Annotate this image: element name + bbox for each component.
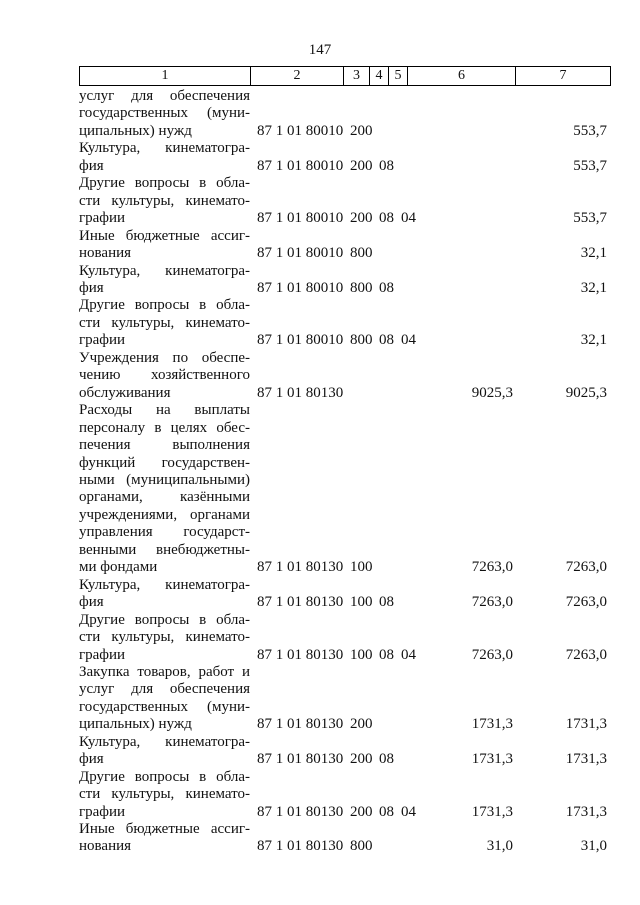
- table-row: [79, 664, 610, 734]
- row-name-line: нования: [79, 245, 132, 262]
- table-row: [79, 175, 610, 227]
- row-code: 87 1 01 80130: [257, 716, 344, 733]
- row-name-line: сти культуры, кинемато-: [79, 192, 250, 209]
- row-name-line: чению хозяйственного: [79, 367, 250, 384]
- row-name-line: услуг для обеспечения: [79, 88, 250, 104]
- table-row: [79, 577, 610, 612]
- row-name: [79, 612, 250, 664]
- row-subsection: 04: [401, 210, 416, 227]
- row-code: 87 1 01 80010: [257, 332, 344, 349]
- row-code: 87 1 01 80010: [257, 210, 344, 227]
- header-col-5: 5: [389, 67, 408, 86]
- row-name-line: графии: [79, 646, 126, 663]
- row-value-7: 9025,3: [565, 384, 607, 401]
- table-row: [79, 297, 610, 349]
- row-expense-type: 200: [350, 803, 373, 820]
- row-name-line: органами, казёнными: [79, 489, 250, 506]
- row-code: 87 1 01 80010: [257, 279, 344, 296]
- row-expense-type: 100: [350, 646, 373, 663]
- table-row: [79, 263, 610, 298]
- row-section: 08: [379, 751, 394, 768]
- row-name: [79, 263, 250, 298]
- row-section: 08: [379, 803, 394, 820]
- row-name-line: сти культуры, кинемато-: [79, 629, 250, 646]
- row-code: 87 1 01 80130: [257, 838, 344, 855]
- row-expense-type: 800: [350, 838, 373, 855]
- table-row: [79, 612, 610, 664]
- table-row: [79, 228, 610, 263]
- table-row: [79, 350, 610, 402]
- row-value-6: 31,0: [486, 838, 513, 855]
- row-name-line: функций государствен-: [79, 454, 250, 471]
- row-name-line: Другие вопросы в обла-: [79, 297, 250, 314]
- header-col-7: 7: [516, 67, 611, 86]
- row-name-line: сти культуры, кинемато-: [79, 786, 250, 803]
- row-expense-type: 200: [350, 751, 373, 768]
- row-code: 87 1 01 80130: [257, 384, 344, 401]
- row-value-7: 32,1: [580, 245, 607, 262]
- row-value-7: 7263,0: [565, 559, 607, 576]
- row-value-7: 7263,0: [565, 646, 607, 663]
- table-header: [79, 66, 611, 86]
- row-section: 08: [379, 210, 394, 227]
- row-name-line: печения выполнения: [79, 437, 250, 454]
- row-name-line: Другие вопросы в обла-: [79, 175, 250, 192]
- row-name-line: нования: [79, 838, 132, 855]
- row-name-line: графии: [79, 210, 126, 227]
- row-code: 87 1 01 80130: [257, 559, 344, 576]
- table-row: [79, 734, 610, 769]
- row-section: 08: [379, 646, 394, 663]
- row-section: 08: [379, 279, 394, 296]
- row-name-line: ми фондами: [79, 559, 158, 576]
- header-col-1: 1: [80, 67, 251, 86]
- row-name: [79, 297, 250, 349]
- row-name-line: обслуживания: [79, 384, 171, 401]
- row-expense-type: 100: [350, 559, 373, 576]
- row-name-line: ципальных) нужд: [79, 122, 192, 139]
- table-row: [79, 821, 610, 856]
- row-code: 87 1 01 80130: [257, 646, 344, 663]
- row-value-6: 7263,0: [471, 559, 513, 576]
- row-name: [79, 350, 250, 402]
- row-value-7: 7263,0: [565, 594, 607, 611]
- row-value-6: 1731,3: [471, 751, 513, 768]
- row-subsection: 04: [401, 332, 416, 349]
- table-row: [79, 88, 610, 140]
- row-name-line: учреждениями, органами: [79, 506, 250, 523]
- row-name-line: государственных (муни-: [79, 105, 250, 122]
- row-value-7: 1731,3: [565, 716, 607, 733]
- row-expense-type: 200: [350, 122, 373, 139]
- row-name-line: Закупка товаров, работ и: [79, 663, 250, 680]
- row-subsection: 04: [401, 646, 416, 663]
- header-col-3: 3: [344, 67, 370, 86]
- row-code: 87 1 01 80010: [257, 122, 344, 139]
- row-expense-type: 800: [350, 279, 373, 296]
- row-value-7: 31,0: [580, 838, 607, 855]
- row-name-line: Культура, кинематогра-: [79, 262, 250, 279]
- row-code: 87 1 01 80130: [257, 803, 344, 820]
- table-row: [79, 769, 610, 821]
- row-section: 08: [379, 594, 394, 611]
- row-value-7: 553,7: [573, 157, 607, 174]
- header-col-4: 4: [370, 67, 389, 86]
- row-name-line: услуг для обеспечения: [79, 681, 250, 698]
- row-value-7: 1731,3: [565, 751, 607, 768]
- row-code: 87 1 01 80010: [257, 157, 344, 174]
- row-section: 08: [379, 332, 394, 349]
- row-value-6: 1731,3: [471, 716, 513, 733]
- row-name-line: государственных (муни-: [79, 698, 250, 715]
- row-value-7: 553,7: [573, 210, 607, 227]
- row-expense-type: 800: [350, 332, 373, 349]
- row-name: [79, 402, 250, 577]
- row-name: [79, 140, 250, 175]
- row-name-line: фия: [79, 594, 104, 611]
- row-code: 87 1 01 80130: [257, 594, 344, 611]
- row-name: [79, 577, 250, 612]
- table-body: [79, 88, 639, 856]
- row-name-line: графии: [79, 332, 126, 349]
- row-expense-type: 100: [350, 594, 373, 611]
- row-name-line: фия: [79, 279, 104, 296]
- row-name-line: Расходы на выплаты: [79, 402, 250, 419]
- row-value-6: 9025,3: [471, 384, 513, 401]
- row-expense-type: 200: [350, 210, 373, 227]
- row-name-line: фия: [79, 157, 104, 174]
- row-name-line: управления государст-: [79, 524, 250, 541]
- table-row: [79, 402, 610, 577]
- page-number: 147: [308, 42, 332, 58]
- row-name-line: персоналу в целях обес-: [79, 419, 250, 436]
- row-name: [79, 769, 250, 821]
- row-name-line: Культура, кинематогра-: [79, 576, 250, 593]
- row-value-7: 32,1: [580, 279, 607, 296]
- row-name-line: Культура, кинематогра-: [79, 733, 250, 750]
- row-name-line: Культура, кинематогра-: [79, 140, 250, 157]
- row-name-line: Иные бюджетные ассиг-: [79, 821, 250, 838]
- row-value-6: 7263,0: [471, 594, 513, 611]
- row-expense-type: 200: [350, 716, 373, 733]
- row-name: [79, 88, 250, 140]
- row-code: 87 1 01 80130: [257, 751, 344, 768]
- row-name-line: Учреждения по обеспе-: [79, 349, 250, 366]
- row-name-line: сти культуры, кинемато-: [79, 314, 250, 331]
- row-value-6: 7263,0: [471, 646, 513, 663]
- row-name-line: венными внебюджетны-: [79, 541, 250, 558]
- row-name-line: ными (муниципальными): [79, 471, 250, 488]
- row-value-7: 1731,3: [565, 803, 607, 820]
- row-name: [79, 175, 250, 227]
- row-name: [79, 821, 250, 856]
- row-name-line: фия: [79, 751, 104, 768]
- row-name-line: Другие вопросы в обла-: [79, 768, 250, 785]
- row-expense-type: 200: [350, 157, 373, 174]
- header-col-2: 2: [251, 67, 344, 86]
- row-name-line: ципальных) нужд: [79, 716, 192, 733]
- row-expense-type: 800: [350, 245, 373, 262]
- row-name-line: Иные бюджетные ассиг-: [79, 227, 250, 244]
- row-code: 87 1 01 80010: [257, 245, 344, 262]
- row-name: [79, 664, 250, 734]
- row-value-7: 32,1: [580, 332, 607, 349]
- table-row: [79, 140, 610, 175]
- row-name: [79, 228, 250, 263]
- row-value-7: 553,7: [573, 122, 607, 139]
- row-name-line: Другие вопросы в обла-: [79, 611, 250, 628]
- row-subsection: 04: [401, 803, 416, 820]
- header-col-6: 6: [408, 67, 516, 86]
- row-name-line: графии: [79, 803, 126, 820]
- row-section: 08: [379, 157, 394, 174]
- row-name: [79, 734, 250, 769]
- row-value-6: 1731,3: [471, 803, 513, 820]
